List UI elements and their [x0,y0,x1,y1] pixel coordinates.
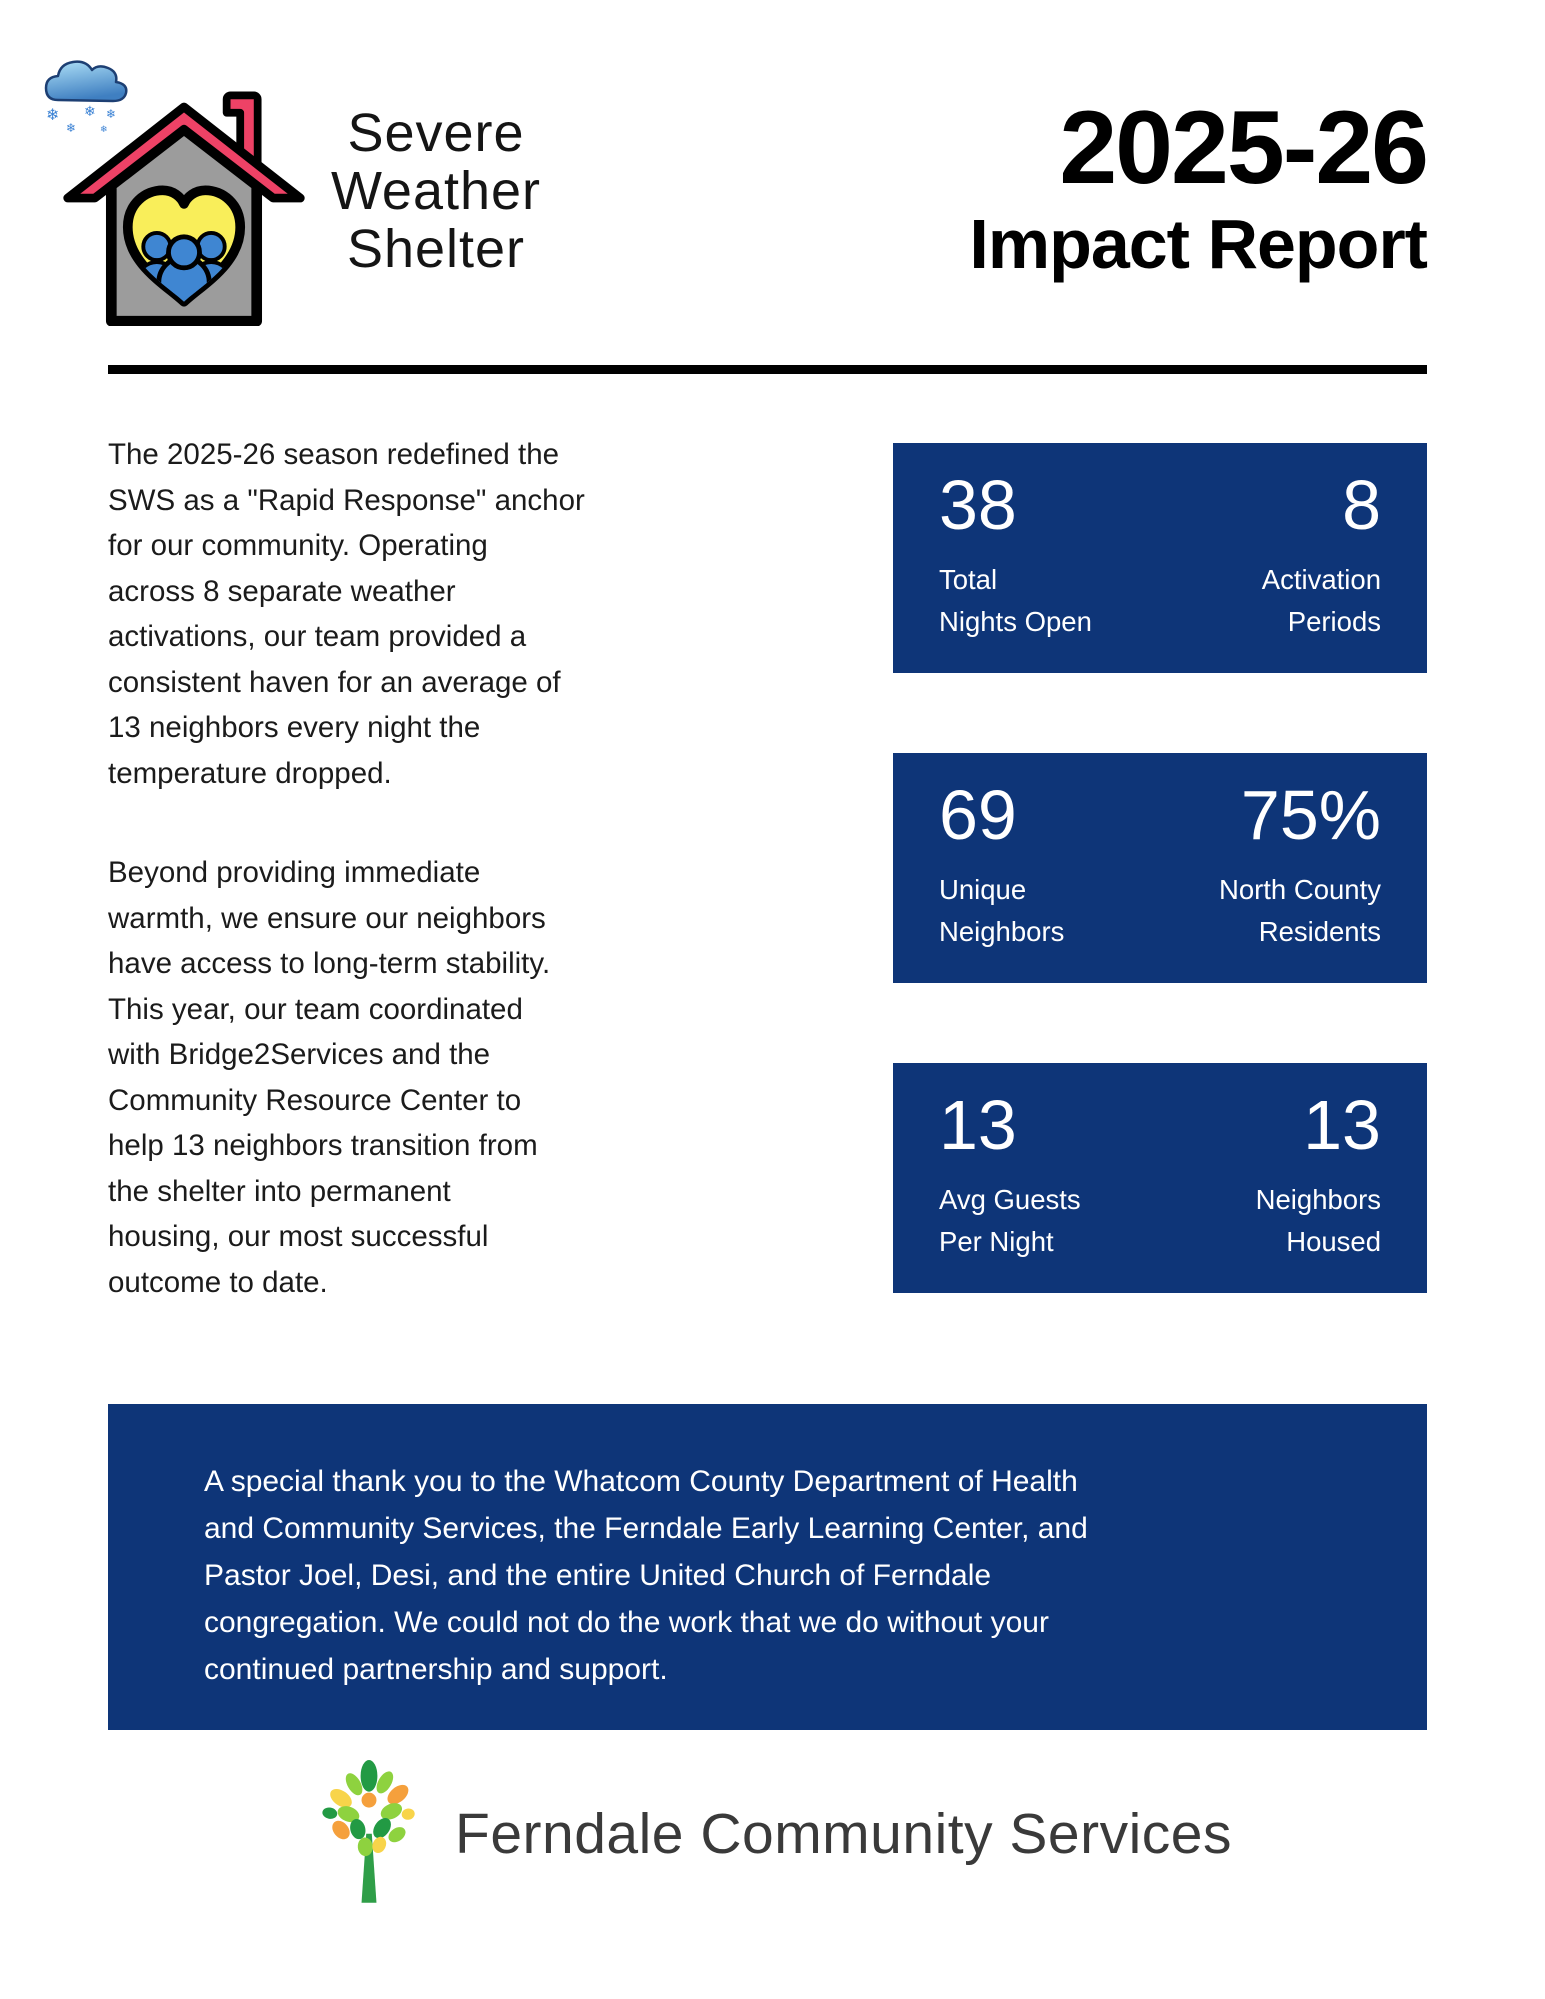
svg-text:❄: ❄ [66,121,77,135]
stat-value-neighbors-housed: 13 [1303,1086,1381,1164]
text-line: SWS as a "Rapid Response" anchor [108,483,585,517]
shelter-house-icon [58,74,310,331]
svg-text:❄: ❄ [84,103,96,119]
divider-rule [108,365,1427,374]
report-header [969,90,1427,283]
logo-line: Weather [330,161,542,221]
intro-paragraph-1 [108,432,628,796]
text-line: for our community. Operating [108,529,488,562]
stat-value-north-county: 75% [1240,776,1381,854]
text-line: housing, our most successful [108,1220,489,1253]
text-line: Beyond providing immediate [108,856,481,889]
logo-line: Severe [347,103,525,163]
text-line: help 13 neighbors transition from [108,1129,538,1162]
footer-org-name: Ferndale Community Services [455,1802,1232,1866]
stat-label-neighbors-housed: Neighbors Housed [1255,1184,1381,1257]
stat-label-unique-neighbors: Unique Neighbors [939,874,1065,947]
stat-value-activation-periods: 8 [1342,466,1381,544]
text-line: have access to long-term stability. [108,947,551,980]
stat-card-nights-activations [893,443,1427,673]
stat-card-neighbors-residents [893,753,1427,983]
stat-label-activation-periods: Activation Periods [1261,564,1381,637]
text-line: warmth, we ensure our neighbors [108,901,546,935]
stat-labels [939,1179,1381,1263]
intro-text [108,432,628,1359]
text-line: consistent haven for an average of [108,665,561,699]
stat-label-total-nights: Total Nights Open [939,564,1092,637]
text-line: with Bridge2Services and the [108,1038,491,1071]
intro-paragraph-2 [108,850,628,1305]
svg-text:❄: ❄ [106,107,117,121]
text-line: Community Resource Center to [108,1083,522,1117]
text-line: Pastor Joel, Desi, and the entire United Church of Ferndale [204,1559,992,1592]
text-line: and Community Services, the Ferndale Early Learning Center, and [204,1512,1088,1545]
text-line: A special thank you to the Whatcom County Department of Health [204,1465,1078,1498]
text-line: outcome to date. [108,1265,328,1299]
text-line: the shelter into permanent [108,1174,451,1208]
text-line: continued partnership and support. [204,1653,668,1686]
report-title: Impact Report [969,205,1427,283]
stat-card-guests-housed [893,1063,1427,1293]
stat-values [939,776,1381,854]
text-line: 13 neighbors every night the [108,711,481,744]
stat-labels [939,559,1381,643]
report-year: 2025-26 [1059,90,1427,206]
logo-line: Shelter [346,219,526,279]
stat-value-unique-neighbors: 69 [939,776,1017,854]
logo-wordmark [305,104,567,278]
text-line: congregation. We could not do the work that we do without your [204,1606,1049,1639]
stat-values [939,466,1381,544]
stat-values [939,1086,1381,1164]
footer [0,1752,1545,1912]
stat-value-avg-guests: 13 [939,1086,1017,1164]
svg-text:❄: ❄ [46,107,60,124]
stat-label-north-county: North County Residents [1218,874,1381,947]
tree-icon [313,1754,425,1911]
svg-text:❄: ❄ [100,124,108,134]
text-line: activations, our team provided a [108,620,527,653]
stat-label-avg-guests: Avg Guests Per Night [939,1184,1081,1257]
text-line: The 2025-26 season redefined the [108,438,560,471]
stat-value-total-nights: 38 [939,466,1017,544]
text-line: This year, our team coordinated [108,992,523,1026]
stats-column [893,443,1427,1373]
thank-you-banner [108,1404,1427,1730]
stat-labels [939,869,1381,953]
text-line: across 8 separate weather [108,574,456,608]
text-line: temperature dropped. [108,756,392,790]
